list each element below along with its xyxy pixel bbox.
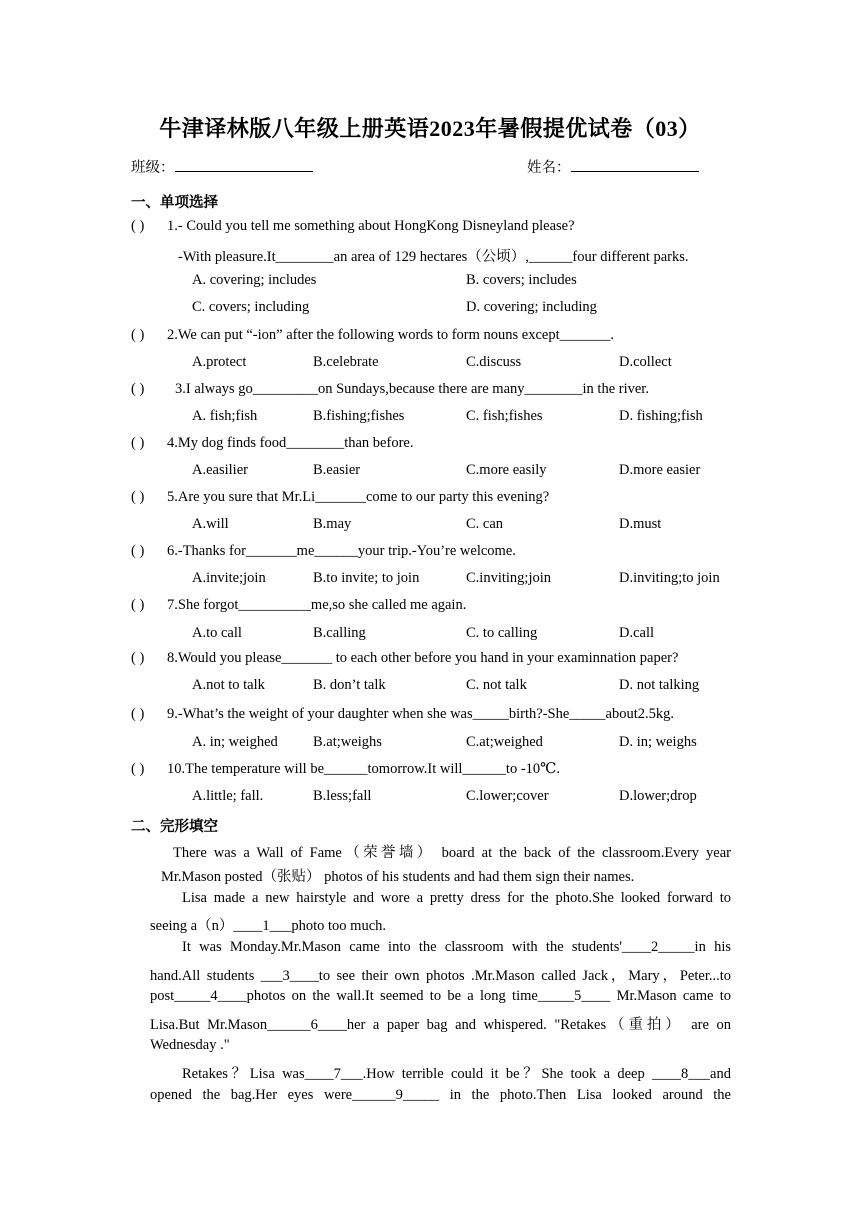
passage-line: post_____4____photos on the wall.It seemed to be a long time_____5____ Mr.Mason came to — [150, 988, 731, 1004]
option-3d: D. fishing;fish — [619, 408, 703, 424]
option-4d: D.more easier — [619, 462, 701, 478]
question-5-stem: 5.Are you sure that Mr.Li_______come to our party this evening? — [167, 489, 550, 505]
passage-line: Lisa made a new hairstyle and wore a pretty dress for the photo.She looked forward to — [182, 890, 731, 906]
option-10d: D.lower;drop — [619, 788, 697, 804]
class-blank[interactable] — [175, 157, 313, 172]
answer-box-1[interactable]: ( ) — [131, 218, 145, 234]
passage-line: hand.All students ___3____to see their own photos .Mr.Mason called Jack，Mary，Peter...to — [150, 968, 731, 984]
question-8-stem: 8.Would you please_______ to each other before you hand in your examinnation paper? — [167, 650, 679, 666]
answer-box-5[interactable]: ( ) — [131, 489, 145, 505]
option-3c: C. fish;fishes — [466, 408, 543, 424]
option-1a: A. covering; includes — [192, 272, 317, 288]
class-label: 班级： — [131, 160, 175, 176]
question-4-stem: 4.My dog finds food________than before. — [167, 435, 414, 451]
question-2-stem: 2.We can put “-ion” after the following words to form nouns except_______. — [167, 327, 615, 343]
answer-box-2[interactable]: ( ) — [131, 327, 145, 343]
answer-box-6[interactable]: ( ) — [131, 543, 145, 559]
page-title: 牛津译林版八年级上册英语2023年暑假提优试卷（03） — [159, 116, 701, 141]
option-9c: C.at;weighed — [466, 734, 543, 750]
option-5d: D.must — [619, 516, 662, 532]
passage-line: Wednesday ." — [150, 1037, 230, 1053]
section-heading-cloze: 二、完形填空 — [131, 819, 218, 835]
passage-line: Retakes？Lisa was____7___.How terrible could it be？She took a deep ____8___and — [182, 1066, 731, 1082]
answer-box-10[interactable]: ( ) — [131, 761, 145, 777]
option-4c: C.more easily — [466, 462, 547, 478]
option-7c: C. to calling — [466, 625, 538, 641]
option-8c: C. not talk — [466, 677, 527, 693]
option-3b: B.fishing;fishes — [313, 408, 405, 424]
option-9a: A. in; weighed — [192, 734, 278, 750]
answer-box-4[interactable]: ( ) — [131, 435, 145, 451]
option-6c: C.inviting;join — [466, 570, 551, 586]
passage-line: Lisa.But Mr.Mason______6____her a paper bag and whispered. "Retakes（重拍） are on — [150, 1017, 731, 1033]
question-1-stem: 1.- Could you tell me something about HongKong Disneyland please? — [167, 218, 575, 234]
option-2d: D.collect — [619, 354, 672, 370]
option-7a: A.to call — [192, 625, 242, 641]
name-label: 姓名： — [527, 160, 571, 176]
question-7-stem: 7.She forgot__________me,so she called me again. — [167, 597, 467, 613]
option-1b: B. covers; includes — [466, 272, 577, 288]
option-4b: B.easier — [313, 462, 361, 478]
question-9-stem: 9.-What’s the weight of your daughter when she was_____birth?-She_____about2.5kg. — [167, 706, 674, 722]
option-7d: D.call — [619, 625, 655, 641]
option-8a: A.not to talk — [192, 677, 265, 693]
option-5c: C. can — [466, 516, 504, 532]
option-2b: B.celebrate — [313, 354, 379, 370]
option-5b: B.may — [313, 516, 352, 532]
passage-line: Mr.Mason posted（张贴） photos of his students and had them sign their names. — [161, 869, 635, 885]
option-9b: B.at;weighs — [313, 734, 382, 750]
passage-line: opened the bag.Her eyes were______9_____ in the photo.Then Lisa looked around the — [150, 1087, 731, 1103]
option-1c: C. covers; including — [192, 299, 310, 315]
option-5a: A.will — [192, 516, 229, 532]
answer-box-3[interactable]: ( ) — [131, 381, 145, 397]
name-field — [527, 157, 699, 178]
option-6a: A.invite;join — [192, 570, 266, 586]
option-10a: A.little; fall. — [192, 788, 264, 804]
question-10-stem: 10.The temperature will be______tomorrow.It will______to -10℃. — [167, 761, 561, 777]
passage-line: There was a Wall of Fame（荣誉墙） board at the back of the classroom.Every year — [173, 845, 731, 861]
option-8d: D. not talking — [619, 677, 700, 693]
option-3a: A. fish;fish — [192, 408, 258, 424]
option-10c: C.lower;cover — [466, 788, 549, 804]
option-1d: D. covering; including — [466, 299, 597, 315]
class-field — [131, 157, 313, 178]
name-blank[interactable] — [571, 157, 699, 172]
passage-line: It was Monday.Mr.Mason came into the classroom with the students'____2_____in his — [182, 939, 731, 955]
answer-box-8[interactable]: ( ) — [131, 650, 145, 666]
option-9d: D. in; weighs — [619, 734, 697, 750]
option-4a: A.easilier — [192, 462, 248, 478]
option-10b: B.less;fall — [313, 788, 372, 804]
answer-box-9[interactable]: ( ) — [131, 706, 145, 722]
option-7b: B.calling — [313, 625, 366, 641]
option-6d: D.inviting;to join — [619, 570, 720, 586]
option-2c: C.discuss — [466, 354, 522, 370]
option-6b: B.to invite; to join — [313, 570, 420, 586]
answer-box-7[interactable]: ( ) — [131, 597, 145, 613]
section-heading-choice: 一、单项选择 — [131, 195, 218, 211]
question-3-stem: 3.I always go_________on Sundays,because there are many________in the river. — [175, 381, 649, 397]
option-2a: A.protect — [192, 354, 247, 370]
question-1-stem-2: -With pleasure.It________an area of 129 hectares（公顷）,______four different parks. — [178, 249, 689, 265]
passage-line: seeing a（n）____1___photo too much. — [150, 918, 387, 934]
option-8b: B. don’t talk — [313, 677, 386, 693]
question-6-stem: 6.-Thanks for_______me______your trip.-You’re welcome. — [167, 543, 516, 559]
